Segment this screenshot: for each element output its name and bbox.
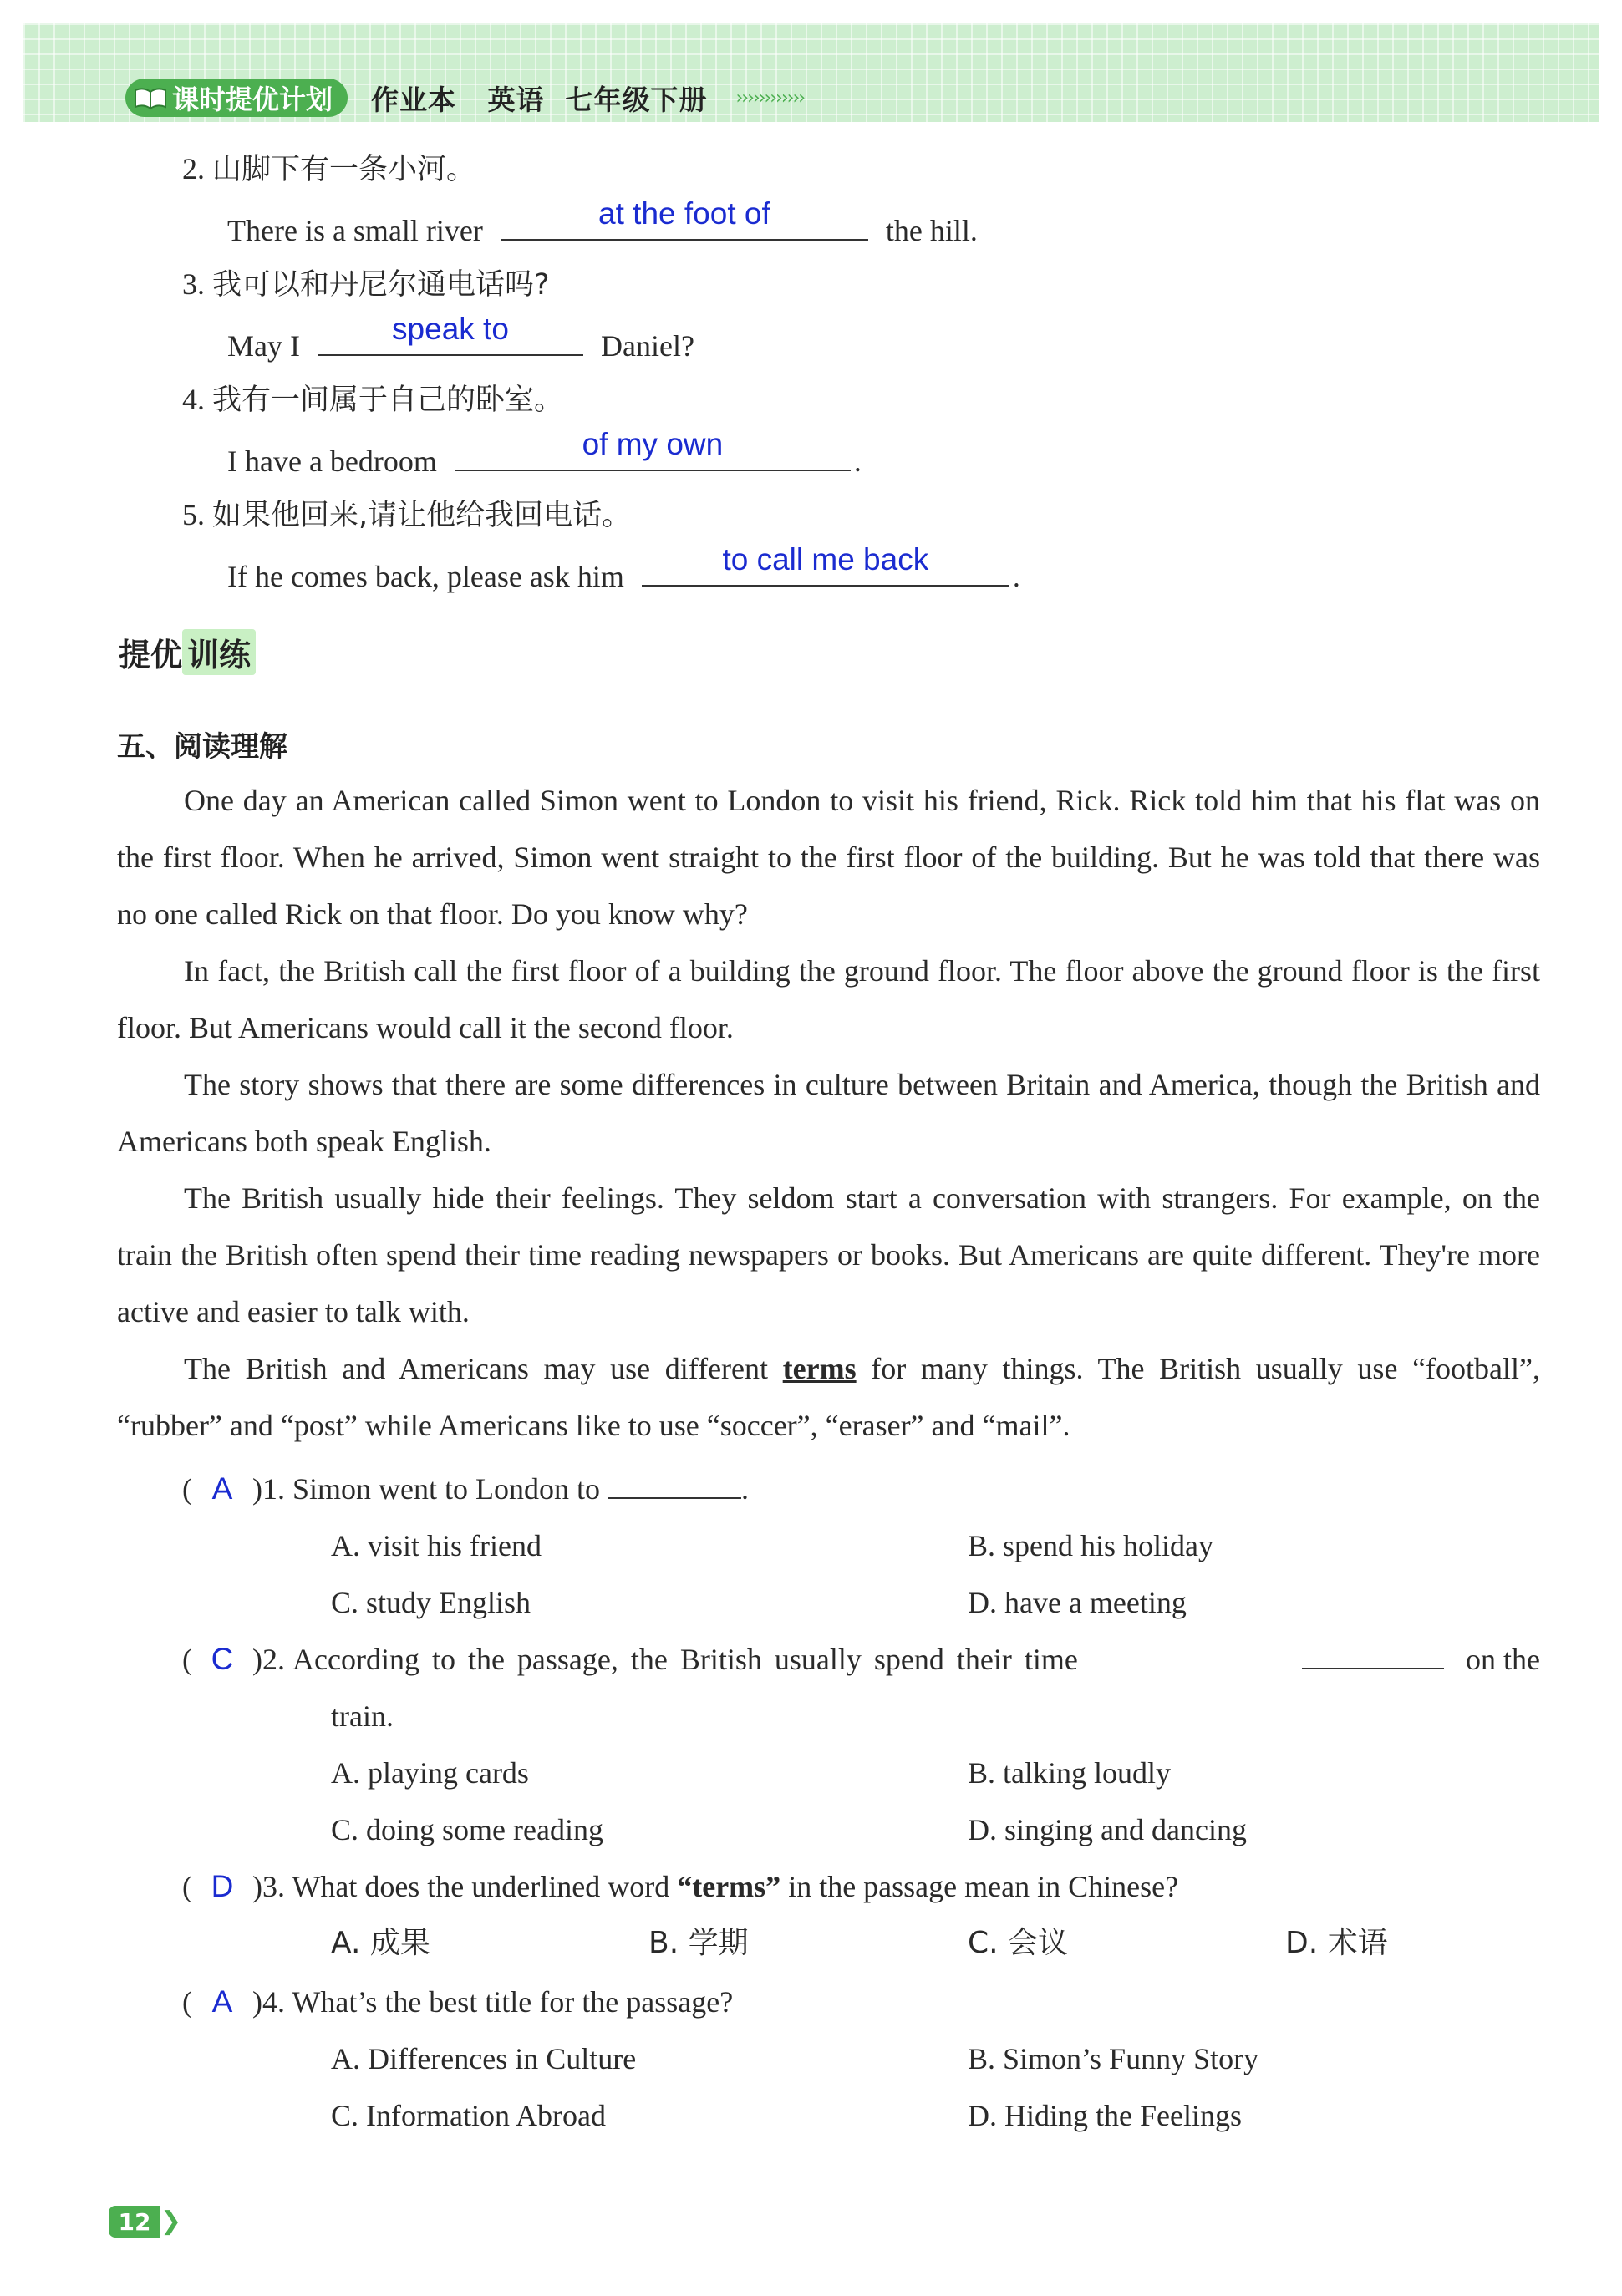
translation-item-5-cn: 5. 如果他回来,请让他给我回电话。 [182, 498, 632, 532]
paragraph: The British and Americans may use different terms for many things. The British usually use “football”, “rubber” and “post” while Americans like to use “soccer”, “eraser” and “mail”. [117, 1352, 1540, 1442]
question-3: ( D )3. What does the underlined word “terms” in the passage mean in Chinese? [182, 1867, 1178, 1907]
underlined-term: terms [782, 1352, 857, 1385]
question-4: ( A )4. What’s the best title for the passage? [182, 1982, 733, 2022]
blank-line [1302, 1639, 1444, 1669]
page-arrow-icon: ❯ [160, 2207, 182, 2236]
option: C. doing some reading [331, 1813, 603, 1846]
answer-blank: at the foot of [501, 206, 868, 241]
option: C. Information Abroad [331, 2099, 606, 2132]
answer-blank: of my own [455, 436, 851, 471]
answer-blank: speak to [318, 321, 583, 356]
translation-item-4-en: I have a bedroom of my own . [227, 427, 862, 478]
book-title: 作业本 英语 七年级下册 [371, 83, 708, 116]
reading-passage [117, 772, 1540, 1454]
page-number: 12 [109, 2206, 160, 2238]
option: A. visit his friend [331, 1529, 542, 1562]
option: B. talking loudly [968, 1756, 1171, 1790]
option: B. spend his holiday [968, 1529, 1213, 1562]
option: A. playing cards [331, 1756, 529, 1790]
question-2-line2: train. [331, 1699, 394, 1733]
question-answer: C [211, 1642, 234, 1676]
question-1: ( A )1. Simon went to London to . [182, 1469, 749, 1509]
paragraph: One day an American called Simon went to London to visit his friend, Rick. Rick told him that his flat was on the first floor. When he arrived, Simon went straight to the first floor of the building. But he was told that there was no one called Rick on that floor. Do you know why? [117, 784, 1540, 931]
reading-heading: 五、阅读理解 [117, 730, 287, 764]
option: D. Hiding the Feelings [968, 2099, 1242, 2132]
question-answer: A [211, 1984, 233, 2019]
paragraph: The story shows that there are some differences in culture between Britain and America, though the British and Americans both speak English. [117, 1068, 1540, 1158]
option: D. 术语 [1285, 1926, 1388, 1960]
option: C. study English [331, 1586, 531, 1619]
option: A. Differences in Culture [331, 2042, 637, 2075]
translation-item-3-en: May I speak to Daniel? [227, 312, 694, 363]
section-title: 提优 训练 [119, 628, 256, 675]
paragraph: The British usually hide their feelings. They seldom start a conversation with strangers. For example, on the train the British often spend their time reading newspapers or books. But Americans are quite different. They're more active and easier to talk with. [117, 1181, 1540, 1328]
option: A. 成果 [331, 1926, 430, 1960]
translation-item-2-en: There is a small river at the foot of the hill. [227, 196, 978, 247]
header-arrows: ›››››››››››› [735, 87, 805, 109]
brand-badge [125, 79, 348, 117]
option: C. 会议 [968, 1926, 1069, 1960]
paragraph: In fact, the British call the first floor of a building the ground floor. The floor above the ground floor is the first floor. But Americans would call it the second floor. [117, 954, 1540, 1044]
question-2: ( C )2. According to the passage, the British usually spend their time on the [182, 1639, 1540, 1679]
translation-item-3-cn: 3. 我可以和丹尼尔通电话吗? [182, 267, 550, 302]
option: B. Simon’s Funny Story [968, 2042, 1259, 2075]
page-header [125, 77, 804, 119]
question-answer: A [211, 1471, 233, 1506]
option: D. have a meeting [968, 1586, 1187, 1619]
translation-item-5-en: If he comes back, please ask him to call me back . [227, 542, 1020, 593]
blank-line [608, 1469, 741, 1499]
answer-blank: to call me back [642, 551, 1009, 587]
book-icon [134, 85, 167, 110]
brand-name: 课时提优计划 [172, 84, 333, 115]
translation-item-4-cn: 4. 我有一间属于自己的卧室。 [182, 383, 564, 417]
question-answer: D [211, 1869, 234, 1903]
option: D. singing and dancing [968, 1813, 1247, 1846]
translation-item-2-cn: 2. 山脚下有一条小河。 [182, 152, 476, 186]
option: B. 学期 [648, 1926, 749, 1960]
